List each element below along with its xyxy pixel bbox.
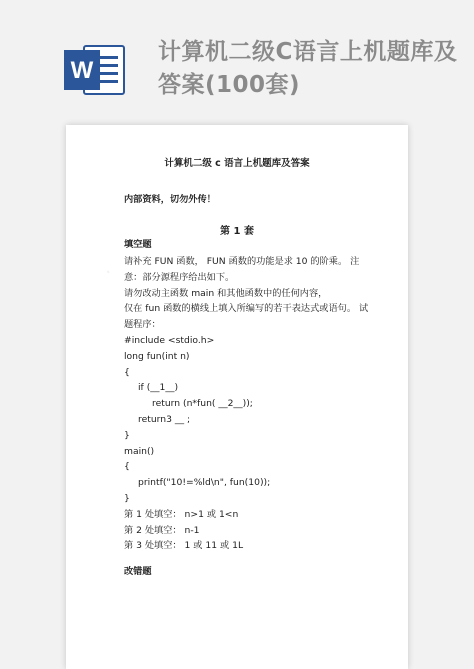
text-line: 请补充 FUN 函数， FUN 函数的功能是求 10 的阶乘。 注意：部分源程序给出如下。 (124, 256, 360, 283)
code-line: main() (124, 445, 155, 457)
answer-line: 第 3 处填空： 1 或 11 或 1L (124, 540, 244, 552)
watermark: · (102, 264, 114, 280)
code-line: } (124, 492, 130, 504)
text-line: 仅在 fun 函数的横线上填入所编写的若干表达式或语句。 试题程序： (124, 303, 369, 331)
code-line: return3 __ ; (138, 413, 191, 425)
spacer (124, 554, 374, 564)
code-line: if (__1__) (138, 382, 179, 394)
code-line: { (124, 461, 130, 473)
svg-text:W: W (70, 57, 94, 84)
fill-in-heading: 填空题 (124, 239, 152, 250)
code-line: return (n*fun( __2__)); (152, 398, 253, 410)
header (0, 0, 474, 130)
word-doc-icon (62, 40, 126, 100)
code-line: printf("10!=%ld\n", fun(10)); (138, 477, 271, 489)
answer-line: 第 2 处填空： n-1 (124, 524, 200, 536)
code-line: } (124, 429, 130, 441)
document-page (66, 125, 408, 669)
section-title: 第 1 套 (220, 226, 254, 237)
question-body (124, 254, 374, 580)
text-line: 请勿改动主函数 main 和其他函数中的任何内容， (124, 287, 328, 299)
code-line: { (124, 366, 130, 378)
answer-line: 第 1 处填空： n>1 或 1<n (124, 508, 239, 520)
document-title: 计算机二级 c 语言上机题库及答案 (164, 158, 310, 169)
page-title: 计算机二级C语言上机题库及答案(100套) (158, 39, 458, 98)
confidential-note: 内部资料，切勿外传！ (124, 194, 216, 205)
fix-heading: 改错题 (124, 566, 152, 578)
code-line: #include <stdio.h> (124, 334, 215, 346)
code-line: long fun(int n) (124, 350, 190, 362)
